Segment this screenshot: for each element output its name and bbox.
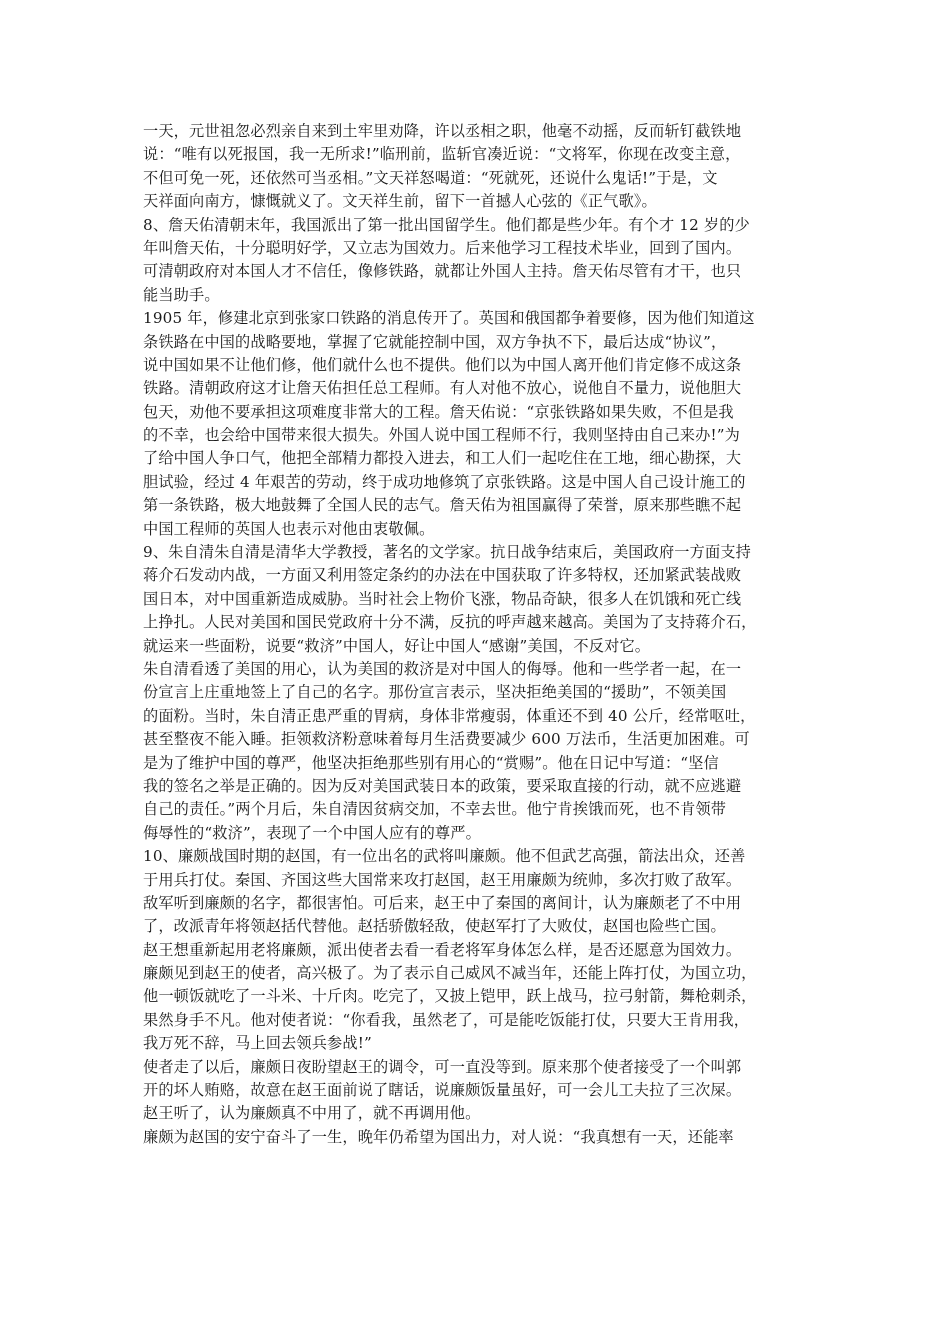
text-line: 能当助手。 [143,285,220,304]
text-line: 中国工程师的英国人也表示对他由衷敬佩。 [143,519,435,538]
text-line: 8、詹天佑清朝末年，我国派出了第一批出国留学生。他们都是些少年。有个才 12 岁的少 [143,215,750,234]
text-line: 赵王想重新起用老将廉颇，派出使者去看一看老将军身体怎么样，是否还愿意为国效力。 [143,940,742,959]
text-line: 于用兵打仗。秦国、齐国这些大国常来攻打赵国，赵王用廉颇为统帅，多次打败了敌军。 [143,870,742,889]
text-line: 说中国如果不让他们修，他们就什么也不提供。他们以为中国人离开他们肯定修不成这条 [143,355,742,374]
text-line: 天祥面向南方，慷慨就义了。文天祥生前，留下一首撼人心弦的《正气歌》。 [143,192,657,211]
text-line: 国日本，对中国重新造成威胁。当时社会上物价飞涨，物品奇缺，很多人在饥饿和死亡线 [143,589,742,608]
text-line: 了给中国人争口气，他把全部精力都投入进去，和工人们一起吃住在工地，细心勘探，大 [143,449,742,468]
text-line: 1905 年，修建北京到张家口铁路的消息传开了。英国和俄国都争着要修，因为他们知道这 [143,309,755,328]
text-line: 使者走了以后，廉颇日夜盼望赵王的调令，可一直没等到。原来那个使者接受了一个叫郭 [143,1057,742,1076]
text-line: 的面粉。当时，朱自清正患严重的胃病，身体非常瘦弱，体重还不到 40 公斤，经常呕吐， [143,706,756,725]
text-line: 赵王听了，认为廉颇真不中用了，就不再调用他。 [143,1104,481,1123]
text-line: 包天，劝他不要承担这项难度非常大的工程。詹天佑说：“京张铁路如果失败，不但是我 [143,402,734,421]
text-line: 敌军听到廉颇的名字，都很害怕。可后来，赵王中了秦国的离间计，认为廉颇老了不中用 [143,893,742,912]
document-body [143,120,833,1149]
text-line: 不但可免一死，还依然可当丞相。”文天祥怒喝道：“死就死，还说什么鬼话!”于是，文 [143,168,718,187]
text-line: 份宣言上庄重地签上了自己的名字。那份宣言表示，坚决拒绝美国的“援助”，不领美国 [143,683,727,702]
text-line: 年叫詹天佑，十分聪明好学，又立志为国效力。后来他学习工程技术毕业，回到了国内。 [143,238,742,257]
text-line: 自己的责任。”两个月后，朱自清因贫病交加，不幸去世。他宁肯挨饿而死，也不肯领带 [143,800,727,819]
text-line: 我万死不辞，马上回去领兵参战!” [143,1034,372,1053]
text-line: 是为了维护中国的尊严，他坚决拒绝那些别有用心的“赏赐”。他在日记中写道：“坚信 [143,753,719,772]
text-line: 侮辱性的“救济”，表现了一个中国人应有的尊严。 [143,823,481,842]
text-line: 就运来一些面粉，说要“救济”中国人，好让中国人“感谢”美国，不反对它。 [143,636,651,655]
text-line: 甚至整夜不能入睡。拒领救济粉意味着每月生活费要减少 600 万法币，生活更加困难。可 [143,730,750,749]
text-line: 开的坏人贿赂，故意在赵王面前说了瞎话，说廉颇饭量虽好，可一会儿工夫拉了三次屎。 [143,1081,742,1100]
text-line: 9、朱自清朱自清是清华大学教授，著名的文学家。抗日战争结束后，美国政府一方面支持 [143,543,751,562]
text-line: 一天，元世祖忽必烈亲自来到土牢里劝降，许以丞相之职，他毫不动摇，反而斩钉截铁地 [143,122,742,140]
text-line: 廉颇为赵国的安宁奋斗了一生，晚年仍希望为国出力，对人说：“我真想有一天，还能率 [143,1127,734,1146]
text-line: 胆试验，经过 4 年艰苦的劳动，终于成功地修筑了京张铁路。这是中国人自己设计施工的 [143,472,746,491]
text-line: 第一条铁路，极大地鼓舞了全国人民的志气。詹天佑为祖国赢得了荣誉，原来那些瞧不起 [143,496,742,515]
text-line: 果然身手不凡。他对使者说：“你看我，虽然老了，可是能吃饭能打仗，只要大王肯用我， [143,1010,750,1029]
text-line: 10、廉颇战国时期的赵国，有一位出名的武将叫廉颇。他不但武艺高强，箭法出众，还善 [143,847,746,866]
text-line: 我的签名之举是正确的。因为反对美国武装日本的政策，要采取直接的行动，就不应逃避 [143,776,742,795]
text-line: 上挣扎。人民对美国和国民党政府十分不满，反抗的呼声越来越高。美国为了支持蒋介石， [143,613,757,632]
text-line: 条铁路在中国的战略要地，掌握了它就能控制中国，双方争执不下，最后达成“协议”， [143,332,727,351]
text-line: 铁路。清朝政府这才让詹天佑担任总工程师。有人对他不放心，说他自不量力，说他胆大 [143,379,742,398]
text-line: 说：“唯有以死报国，我一无所求!”临刑前，监斩官凑近说：“文将军，你现在改变主意， [143,145,741,164]
text-line: 可清朝政府对本国人才不信任，像修铁路，就都让外国人主持。詹天佑尽管有才干，也只 [143,262,742,281]
text-line: 了，改派青年将领赵括代替他。赵括骄傲轻敌，使赵军打了大败仗，赵国也险些亡国。 [143,917,726,936]
text-line: 的不幸，也会给中国带来很大损失。外国人说中国工程师不行，我则坚持由自己来办!”为 [143,426,740,445]
text-line: 蒋介石发动内战，一方面又利用签定条约的办法在中国获取了许多特权，还加紧武装战败 [143,566,742,585]
text-line: 朱自清看透了美国的用心，认为美国的救济是对中国人的侮辱。他和一些学者一起，在一 [143,659,742,678]
text-line: 廉颇见到赵王的使者，高兴极了。为了表示自己威风不减当年，还能上阵打仗，为国立功， [143,964,757,983]
text-line: 他一顿饭就吃了一斗米、十斤肉。吃完了，又披上铠甲，跃上战马，拉弓射箭，舞枪刺杀， [143,987,757,1006]
